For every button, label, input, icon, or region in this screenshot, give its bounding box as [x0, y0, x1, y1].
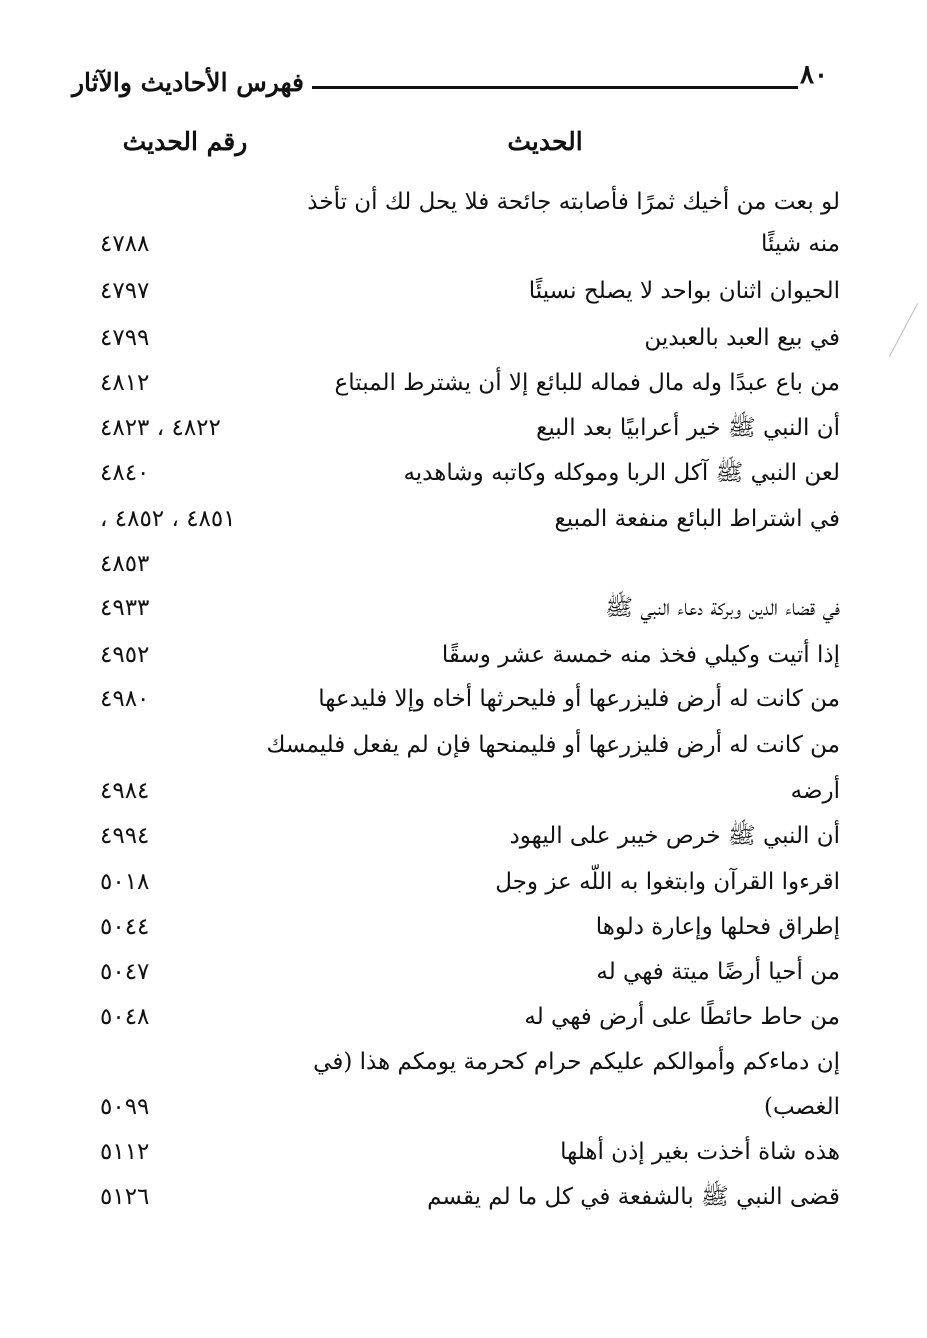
hadith-number: ٤٩٨٠: [100, 686, 150, 712]
hadith-text: الغصب): [764, 1094, 840, 1120]
hadith-number: [100, 1046, 258, 1078]
hadith-text: الحيوان اثنان بواحد لا يصلح نسيئًا: [528, 278, 840, 304]
hadith-number: [100, 186, 258, 218]
hadith-text: لعن النبي ﷺ آكل الربا وموكله وكاتبه وشاهديه: [403, 460, 840, 486]
page-number: ٨٠: [800, 60, 828, 90]
hadith-number: ٤٩٣٣: [100, 595, 150, 621]
hadith-number: ٥٠٤٤: [100, 914, 150, 940]
hadith-number: ٥١٢٦: [100, 1184, 150, 1210]
hadith-text: [270, 548, 840, 580]
hadith-text: في اشتراط البائع منفعة المبيع: [554, 506, 840, 532]
hadith-text: من حاط حائطًا على أرض فهي له: [524, 1004, 840, 1030]
hadith-text: من أحيا أرضًا ميتة فهي له: [596, 959, 840, 985]
hadith-number: ٥٠١٨: [100, 869, 150, 895]
column-header-hadith: الحديث: [507, 127, 583, 156]
hadith-number: ٤٩٩٤: [100, 823, 150, 849]
hadith-text: من كانت له أرض فليزرعها أو فليحرثها أخاه وإلا فليدعها: [318, 686, 840, 712]
hadith-number: ٤٧٩٩: [100, 325, 150, 351]
hadith-number: ٤٧٩٧: [100, 278, 150, 304]
hadith-text: إذا أتيت وكيلي فخذ منه خمسة عشر وسقًا: [441, 642, 840, 668]
hadith-number: ٤٧٨٨: [100, 231, 150, 257]
hadith-text: إن دماءكم وأموالكم عليكم حرام كحرمة يومكم هذا (في: [313, 1049, 840, 1075]
hadith-text: أن النبي ﷺ خرص خيبر على اليهود: [509, 823, 840, 849]
hadith-number: ٤٨٤٠: [100, 460, 150, 486]
hadith-number: ٥٠٤٨: [100, 1004, 150, 1030]
column-header-number: رقم الحديث: [122, 127, 248, 156]
hadith-text: اقرءوا القرآن وابتغوا به اللّه عز وجل: [495, 869, 840, 895]
hadith-number: ٥٠٩٩: [100, 1094, 150, 1120]
hadith-number: ٤٨٥٣: [100, 551, 150, 577]
running-title: فهرس الأحاديث والآثار: [71, 68, 304, 97]
hadith-number: ٥٠٤٧: [100, 959, 150, 985]
hadith-number: ٤٩٨٤: [100, 778, 150, 804]
hadith-text: منه شيئًا: [760, 231, 840, 257]
hadith-number: ٥١١٢: [100, 1139, 150, 1165]
hadith-text: من كانت له أرض فليزرعها أو فليمنحها فإن لم يفعل فليمسك: [266, 732, 840, 758]
hadith-number: [100, 729, 258, 761]
hadith-text: من باع عبدًا وله مال فماله للبائع إلا أن يشترط المبتاع: [334, 370, 840, 396]
hadith-number: ٤٨٥١ ، ٤٨٥٢ ،: [100, 506, 236, 532]
hadith-text: في بيع العبد بالعبدين: [644, 325, 840, 351]
hadith-text: إطراق فحلها وإعارة دلوها: [595, 914, 840, 940]
hadith-number: ٤٩٥٢: [100, 642, 150, 668]
hadith-text: قضى النبي ﷺ بالشفعة في كل ما لم يقسم: [427, 1184, 840, 1210]
hadith-text: أن النبي ﷺ خير أعرابيًا بعد البيع: [536, 415, 840, 441]
hadith-text: أرضه: [790, 778, 840, 804]
hadith-number: ٤٨٢٢ ، ٤٨٢٣: [100, 415, 221, 441]
hadith-number: ٤٨١٢: [100, 370, 150, 396]
hadith-text: هذه شاة أخذت بغير إذن أهلها: [560, 1139, 840, 1165]
hadith-text: لو بعت من أخيك ثمرًا فأصابته جائحة فلا يحل لك أن تأخذ: [307, 189, 840, 215]
hadith-text: في قضاء الدين وبركة دعاء النبي ﷺ: [605, 595, 840, 621]
